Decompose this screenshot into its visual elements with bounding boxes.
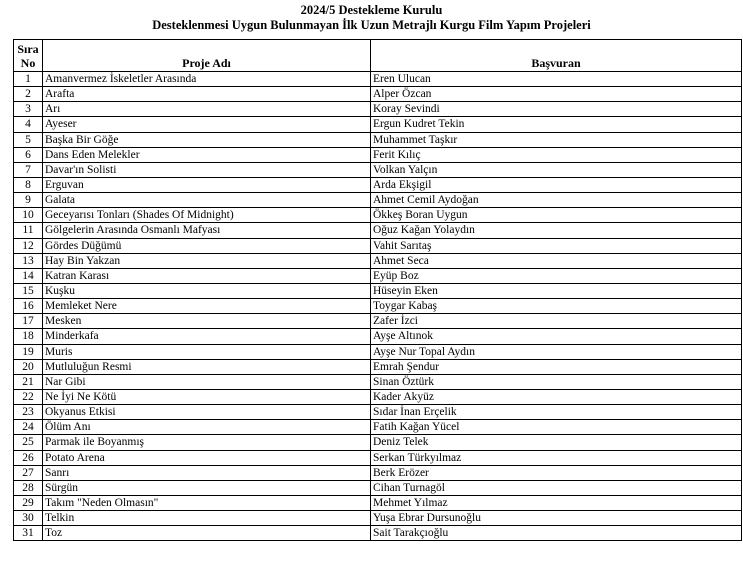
row-number: 2 [14, 87, 43, 102]
row-number: 21 [14, 374, 43, 389]
table-row [14, 193, 742, 208]
row-number: 10 [14, 208, 43, 223]
applicant-name: Ergun Kudret Tekin [371, 117, 742, 132]
table-row [14, 147, 742, 162]
project-name: Kuşku [43, 283, 371, 298]
project-name: Sürgün [43, 480, 371, 495]
table-row [14, 450, 742, 465]
applicant-name: Ahmet Cemil Aydoğan [371, 193, 742, 208]
applicant-name: Vahit Sarıtaş [371, 238, 742, 253]
applicant-name: Alper Özcan [371, 87, 742, 102]
row-number: 5 [14, 132, 43, 147]
applicant-name: Ayşe Nur Topal Aydın [371, 344, 742, 359]
project-name: Minderkafa [43, 329, 371, 344]
row-number: 13 [14, 253, 43, 268]
table-row [14, 162, 742, 177]
project-name: Ölüm Anı [43, 420, 371, 435]
table-row [14, 359, 742, 374]
table-row [14, 511, 742, 526]
applicant-name: Hüseyin Eken [371, 283, 742, 298]
project-name: Galata [43, 193, 371, 208]
applicant-name: Kader Akyüz [371, 389, 742, 404]
project-name: Toz [43, 526, 371, 541]
table-row [14, 420, 742, 435]
table-row [14, 465, 742, 480]
table-row [14, 314, 742, 329]
project-name: Dans Eden Melekler [43, 147, 371, 162]
row-number: 29 [14, 495, 43, 510]
applicant-name: Eyüp Boz [371, 268, 742, 283]
row-number: 14 [14, 268, 43, 283]
project-name: Hay Bin Yakzan [43, 253, 371, 268]
applicant-name: Ahmet Seca [371, 253, 742, 268]
applicant-name: Ökkeş Boran Uygun [371, 208, 742, 223]
applicant-name: Emrah Şendur [371, 359, 742, 374]
row-number: 24 [14, 420, 43, 435]
table-row [14, 87, 742, 102]
project-name: Telkin [43, 511, 371, 526]
applicant-name: Cihan Turnagöl [371, 480, 742, 495]
table-row [14, 223, 742, 238]
row-number: 17 [14, 314, 43, 329]
table-row [14, 299, 742, 314]
table-row [14, 268, 742, 283]
row-number: 11 [14, 223, 43, 238]
table-body [14, 72, 742, 541]
table-row [14, 283, 742, 298]
project-name: Nar Gibi [43, 374, 371, 389]
applicant-name: Sait Tarakçıoğlu [371, 526, 742, 541]
project-name: Davar'ın Solisti [43, 162, 371, 177]
row-number: 9 [14, 193, 43, 208]
applicant-name: Muhammet Taşkır [371, 132, 742, 147]
project-name: Katran Karası [43, 268, 371, 283]
project-name: Sanrı [43, 465, 371, 480]
project-name: Ayeser [43, 117, 371, 132]
row-number: 7 [14, 162, 43, 177]
row-number: 28 [14, 480, 43, 495]
applicant-name: Eren Ulucan [371, 72, 742, 87]
row-number: 27 [14, 465, 43, 480]
applicant-name: Sıdar İnan Erçelik [371, 405, 742, 420]
project-name: Arı [43, 102, 371, 117]
applicant-name: Yuşa Ebrar Dursunoğlu [371, 511, 742, 526]
column-header-no-line2: No [20, 56, 36, 70]
project-name: Geceyarısı Tonları (Shades Of Midnight) [43, 208, 371, 223]
applicant-name: Koray Sevindi [371, 102, 742, 117]
applicant-name: Zafer İzci [371, 314, 742, 329]
row-number: 4 [14, 117, 43, 132]
row-number: 19 [14, 344, 43, 359]
table-row [14, 344, 742, 359]
applicant-name: Fatih Kağan Yücel [371, 420, 742, 435]
project-name: Muris [43, 344, 371, 359]
row-number: 20 [14, 359, 43, 374]
column-header-applicant: Başvuran [371, 40, 742, 72]
projects-table [13, 39, 742, 541]
table-row [14, 253, 742, 268]
applicant-name: Berk Erözer [371, 465, 742, 480]
table-row [14, 526, 742, 541]
project-name: Memleket Nere [43, 299, 371, 314]
table-row [14, 374, 742, 389]
applicant-name: Serkan Türkyılmaz [371, 450, 742, 465]
applicant-name: Arda Ekşigil [371, 177, 742, 192]
applicant-name: Mehmet Yılmaz [371, 495, 742, 510]
table-row [14, 102, 742, 117]
row-number: 25 [14, 435, 43, 450]
column-header-no-line1: Sıra [17, 42, 39, 56]
table-row [14, 238, 742, 253]
applicant-name: Ferit Kılıç [371, 147, 742, 162]
row-number: 22 [14, 389, 43, 404]
project-name: Takım "Neden Olmasın" [43, 495, 371, 510]
document-subtitle: Desteklenmesi Uygun Bulunmayan İlk Uzun Metrajlı Kurgu Film Yapım Projeleri [152, 18, 591, 32]
table-row [14, 435, 742, 450]
applicant-name: Deniz Telek [371, 435, 742, 450]
project-name: Başka Bir Göğe [43, 132, 371, 147]
project-name: Ne İyi Ne Kötü [43, 389, 371, 404]
row-number: 12 [14, 238, 43, 253]
table-row [14, 405, 742, 420]
column-header-project-name: Proje Adı [43, 40, 371, 72]
table-row [14, 72, 742, 87]
row-number: 23 [14, 405, 43, 420]
row-number: 30 [14, 511, 43, 526]
applicant-name: Sinan Öztürk [371, 374, 742, 389]
applicant-name: Ayşe Altınok [371, 329, 742, 344]
applicant-name: Volkan Yalçın [371, 162, 742, 177]
table-header-row [14, 40, 742, 72]
table-row [14, 389, 742, 404]
row-number: 6 [14, 147, 43, 162]
applicant-name: Toygar Kabaş [371, 299, 742, 314]
table-row [14, 329, 742, 344]
document-title: 2024/5 Destekleme Kurulu [300, 3, 443, 17]
table-row [14, 132, 742, 147]
project-name: Gördes Düğümü [43, 238, 371, 253]
row-number: 8 [14, 177, 43, 192]
row-number: 31 [14, 526, 43, 541]
table-row [14, 480, 742, 495]
project-name: Amanvermez İskeletler Arasında [43, 72, 371, 87]
project-name: Mesken [43, 314, 371, 329]
project-name: Parmak ile Boyanmış [43, 435, 371, 450]
project-name: Okyanus Etkisi [43, 405, 371, 420]
column-header-no [14, 40, 43, 72]
project-name: Mutluluğun Resmi [43, 359, 371, 374]
row-number: 3 [14, 102, 43, 117]
project-name: Erguvan [43, 177, 371, 192]
applicant-name: Oğuz Kağan Yolaydın [371, 223, 742, 238]
table-row [14, 117, 742, 132]
row-number: 16 [14, 299, 43, 314]
table-row [14, 495, 742, 510]
table-row [14, 177, 742, 192]
row-number: 18 [14, 329, 43, 344]
row-number: 15 [14, 283, 43, 298]
row-number: 1 [14, 72, 43, 87]
project-name: Potato Arena [43, 450, 371, 465]
project-name: Gölgelerin Arasında Osmanlı Mafyası [43, 223, 371, 238]
row-number: 26 [14, 450, 43, 465]
table-row [14, 208, 742, 223]
project-name: Arafta [43, 87, 371, 102]
